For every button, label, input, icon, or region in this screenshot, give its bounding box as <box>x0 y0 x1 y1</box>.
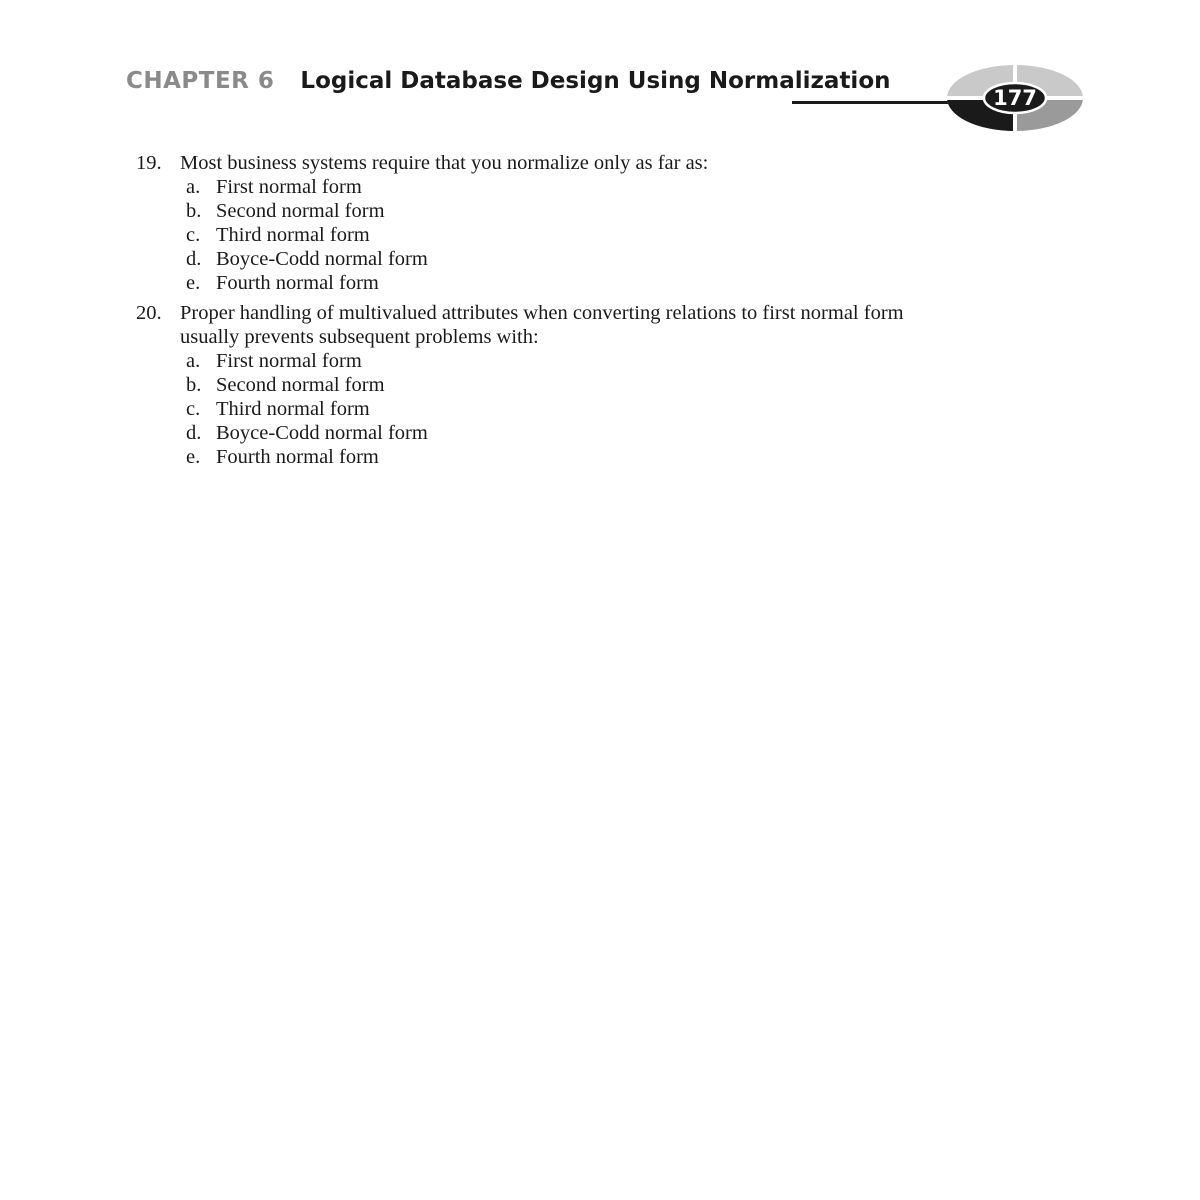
question-stem <box>136 301 956 349</box>
answer-choice <box>136 373 956 397</box>
choice-text: Second normal form <box>216 374 385 396</box>
choice-letter: e. <box>186 272 201 294</box>
question-list <box>136 151 956 475</box>
answer-choice <box>136 175 956 199</box>
question-19 <box>136 151 956 295</box>
answer-choice <box>136 349 956 373</box>
choice-letter: e. <box>186 446 201 468</box>
answer-choice <box>136 223 956 247</box>
answer-choice <box>136 397 956 421</box>
question-text: Proper handling of multivalued attributes when converting relations to first normal form usually prevents subsequent problems with: <box>180 302 904 348</box>
answer-choice <box>136 199 956 223</box>
running-head <box>126 68 891 94</box>
choice-text: First normal form <box>216 350 362 372</box>
choice-text: Fourth normal form <box>216 446 379 468</box>
choice-letter: b. <box>186 200 202 222</box>
page-number: 177 <box>993 86 1037 110</box>
question-20 <box>136 301 956 469</box>
choice-letter: c. <box>186 398 201 420</box>
choice-letter: a. <box>186 350 201 372</box>
choice-text: First normal form <box>216 176 362 198</box>
choice-text: Boyce-Codd normal form <box>216 248 428 270</box>
question-number: 19. <box>136 152 162 174</box>
choice-text: Boyce-Codd normal form <box>216 422 428 444</box>
choice-letter: b. <box>186 374 202 396</box>
choice-letter: d. <box>186 248 202 270</box>
choice-letter: d. <box>186 422 202 444</box>
choice-text: Third normal form <box>216 224 370 246</box>
choice-text: Third normal form <box>216 398 370 420</box>
question-stem <box>136 151 956 175</box>
chapter-label: CHAPTER 6 <box>126 68 275 94</box>
answer-choice <box>136 271 956 295</box>
answer-choice <box>136 421 956 445</box>
chapter-title: Logical Database Design Using Normalization <box>300 68 891 94</box>
question-text: Most business systems require that you normalize only as far as: <box>180 152 709 174</box>
answer-choice <box>136 445 956 469</box>
choice-text: Fourth normal form <box>216 272 379 294</box>
choice-text: Second normal form <box>216 200 385 222</box>
answer-choice <box>136 247 956 271</box>
choice-letter: c. <box>186 224 201 246</box>
question-number: 20. <box>136 302 162 324</box>
choice-letter: a. <box>186 176 201 198</box>
